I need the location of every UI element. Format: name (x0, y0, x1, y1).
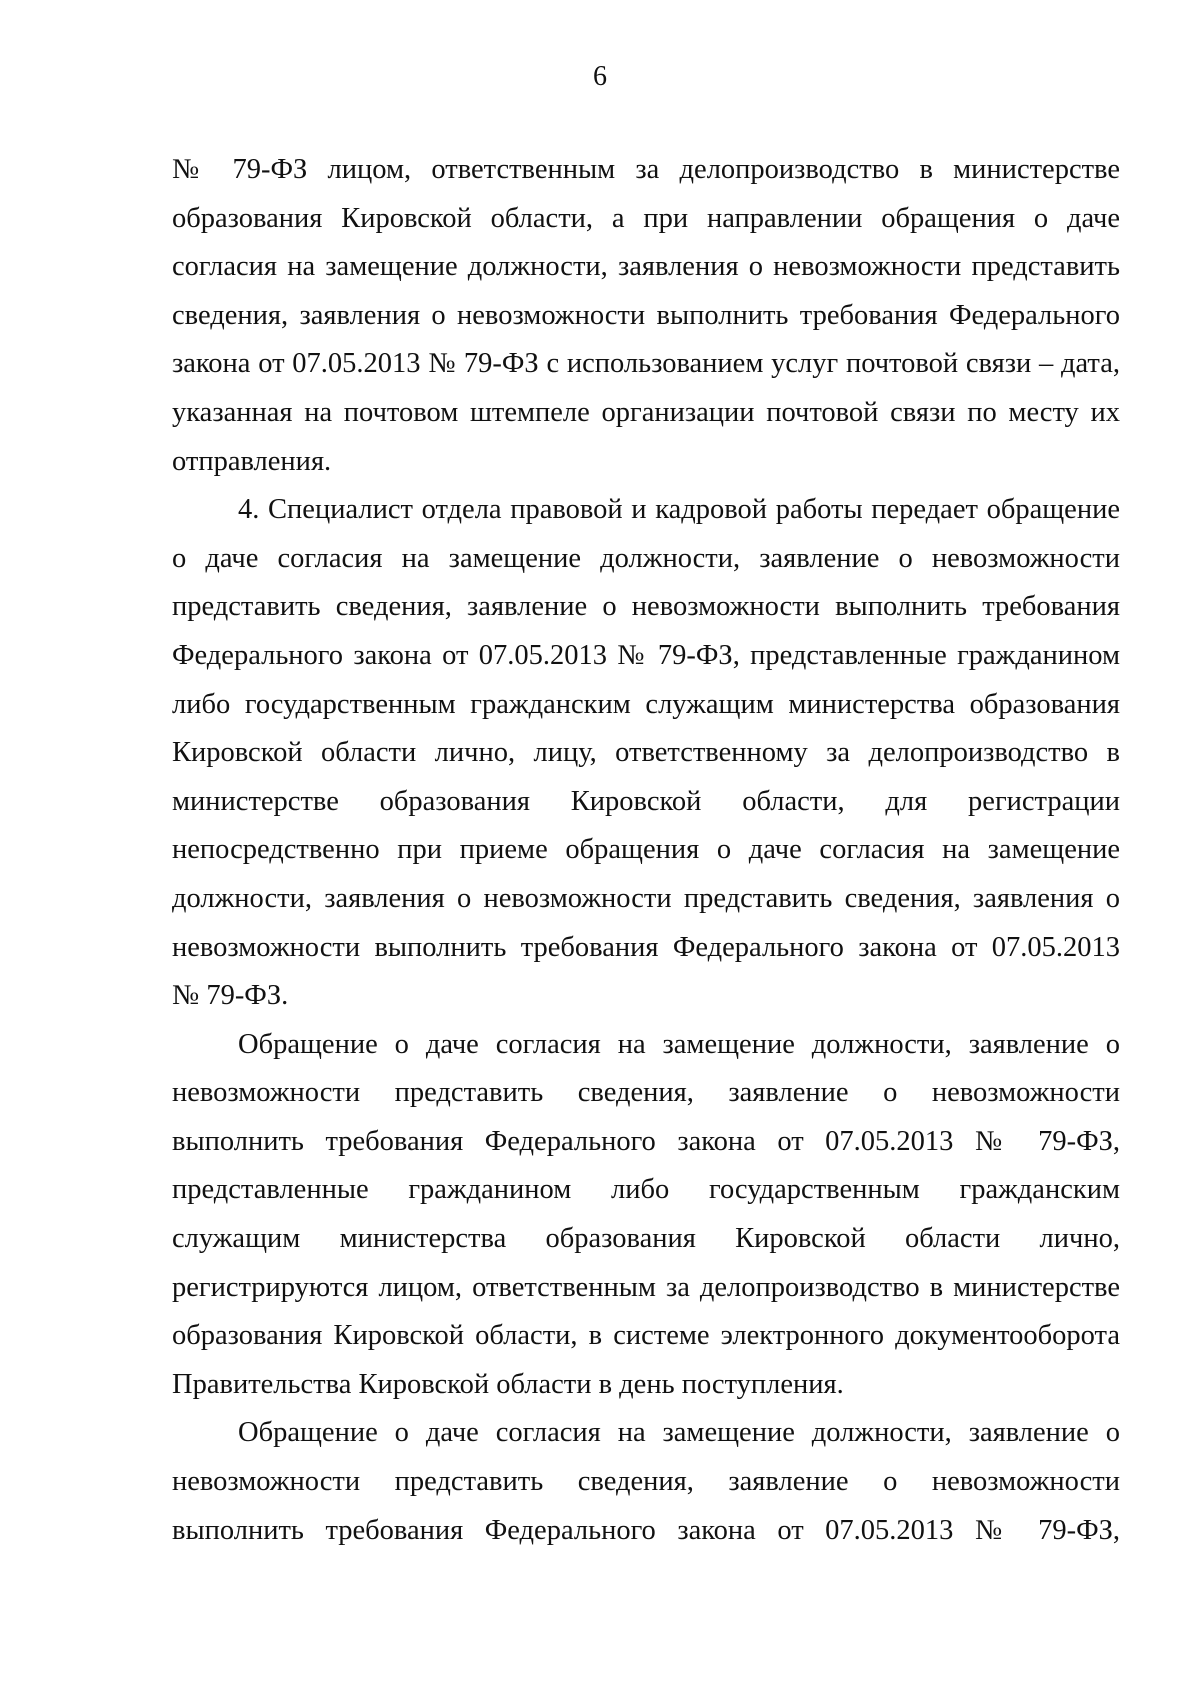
text-line: Обращение о даче согласия на замещение должности, заявление о (238, 1417, 1120, 1449)
paragraph (172, 1409, 1120, 1555)
text-line: представленные гражданином либо государственным гражданским (172, 1174, 1120, 1206)
text-line: отправления. (172, 445, 332, 477)
text-line: Обращение о даче согласия на замещение должности, заявление о (238, 1028, 1120, 1060)
text-line: невозможности выполнить требования Федерального закона от 07.05.2013 (172, 931, 1120, 963)
paragraph (172, 1021, 1120, 1410)
text-line: образования Кировской области, в системе электронного документооборота (172, 1320, 1120, 1352)
text-line: Федерального закона от 07.05.2013 № 79-ФЗ, представленные гражданином (172, 639, 1120, 671)
text-line: 4. Специалист отдела правовой и кадровой работы передает обращение (238, 494, 1120, 526)
text-line: министерстве образования Кировской области, для регистрации (172, 785, 1120, 817)
text-line: регистрируются лицом, ответственным за делопроизводство в министерстве (172, 1271, 1120, 1303)
paragraph (172, 146, 1120, 486)
text-line: должности, заявления о невозможности представить сведения, заявления о (172, 882, 1120, 914)
text-line: указанная на почтовом штемпеле организации почтовой связи по месту их (172, 396, 1120, 428)
text-line: о даче согласия на замещение должности, заявление о невозможности (172, 542, 1120, 574)
text-line: Правительства Кировской области в день поступления. (172, 1368, 844, 1400)
text-line: согласия на замещение должности, заявления о невозможности представить (172, 251, 1120, 283)
paragraph (172, 486, 1120, 1021)
text-line: выполнить требования Федерального закона от 07.05.2013 № 79-ФЗ, (172, 1514, 1120, 1546)
text-line: выполнить требования Федерального закона от 07.05.2013 № 79-ФЗ, (172, 1125, 1120, 1157)
text-line: № 79-ФЗ. (172, 980, 289, 1012)
text-line: служащим министерства образования Кировской области лично, (172, 1223, 1120, 1255)
text-line: закона от 07.05.2013 № 79-ФЗ с использованием услуг почтовой связи – дата, (172, 348, 1120, 380)
text-line: образования Кировской области, а при направлении обращения о даче (172, 202, 1120, 234)
text-line: непосредственно при приеме обращения о даче согласия на замещение (172, 834, 1120, 866)
text-line: невозможности представить сведения, заявление о невозможности (172, 1077, 1120, 1109)
text-line: представить сведения, заявление о невозможности выполнить требования (172, 591, 1120, 623)
page-number: 6 (593, 61, 607, 92)
text-line: невозможности представить сведения, заявление о невозможности (172, 1466, 1120, 1498)
text-line: сведения, заявления о невозможности выполнить требования Федерального (172, 299, 1120, 331)
document-body (172, 146, 1120, 1555)
text-line: либо государственным гражданским служащим министерства образования (172, 688, 1120, 720)
text-line: Кировской области лично, лицу, ответственному за делопроизводство в (172, 737, 1120, 769)
text-line: № 79-ФЗ лицом, ответственным за делопроизводство в министерстве (172, 154, 1120, 185)
